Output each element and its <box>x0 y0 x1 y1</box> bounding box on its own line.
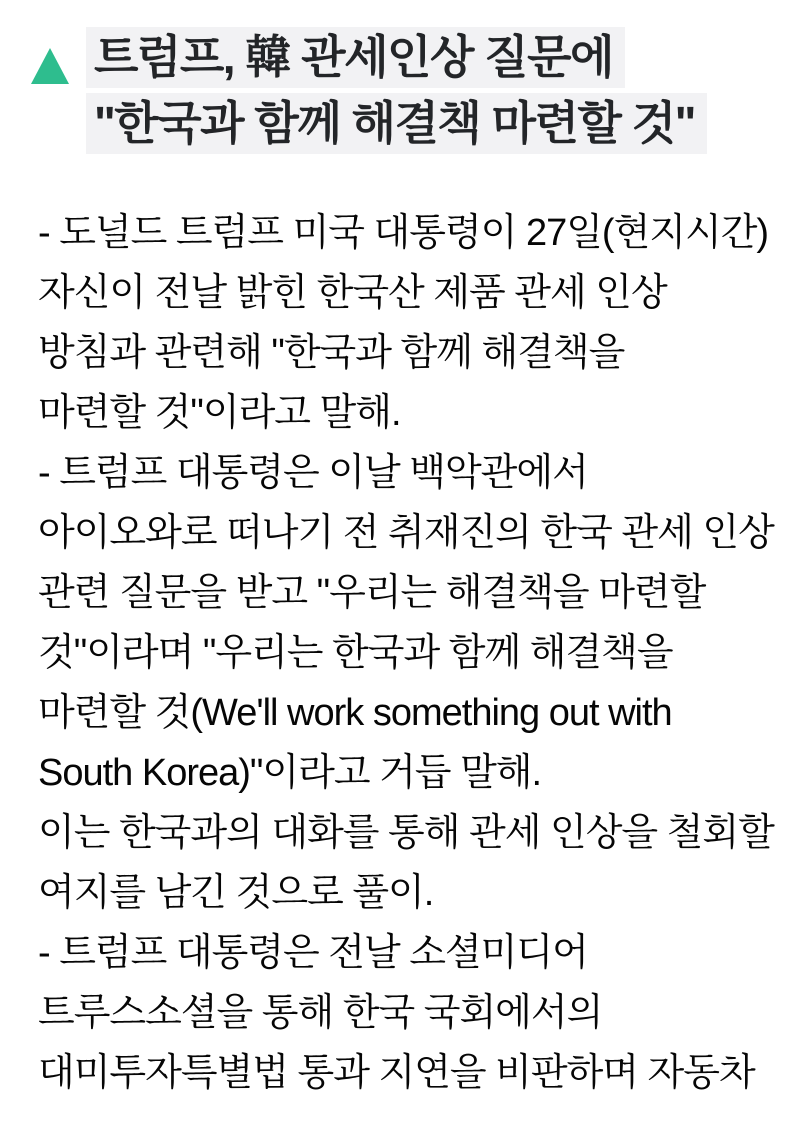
triangle-up-icon <box>31 48 69 84</box>
article-line: 아이오와로 떠나기 전 취재진의 한국 관세 인상 <box>38 512 774 554</box>
article-line: - 도널드 트럼프 미국 대통령이 27일(현지시간) <box>38 212 769 254</box>
article-line: - 트럼프 대통령은 전날 소셜미디어 <box>38 932 588 974</box>
article-line: 트루스소셜을 통해 한국 국회에서의 <box>38 992 603 1034</box>
article-line: - 트럼프 대통령은 이날 백악관에서 <box>38 452 588 494</box>
headline-line-1: 트럼프, 韓 관세인상 질문에 <box>86 27 625 88</box>
article-line: 대미투자특별법 통과 지연을 비판하며 자동차 <box>38 1052 755 1094</box>
article-body <box>38 203 795 1103</box>
article-line: 마련할 것"이라고 말해. <box>38 392 401 434</box>
article-line: 여지를 남긴 것으로 풀이. <box>38 872 434 914</box>
headline-line-2: "한국과 함께 해결책 마련할 것" <box>86 93 707 154</box>
headline <box>86 27 707 159</box>
article-line: 마련할 것(We'll work something out with <box>38 692 672 734</box>
article-line: 이는 한국과의 대화를 통해 관세 인상을 철회할 <box>38 812 774 854</box>
article-line: 방침과 관련해 "한국과 함께 해결책을 <box>38 332 625 374</box>
article-line: 것"이라며 "우리는 한국과 함께 해결책을 <box>38 632 673 674</box>
article-line: 관련 질문을 받고 "우리는 해결책을 마련할 <box>38 572 706 614</box>
article-line: 자신이 전날 밝힌 한국산 제품 관세 인상 <box>38 272 667 314</box>
article-line: South Korea)"이라고 거듭 말해. <box>38 752 542 794</box>
